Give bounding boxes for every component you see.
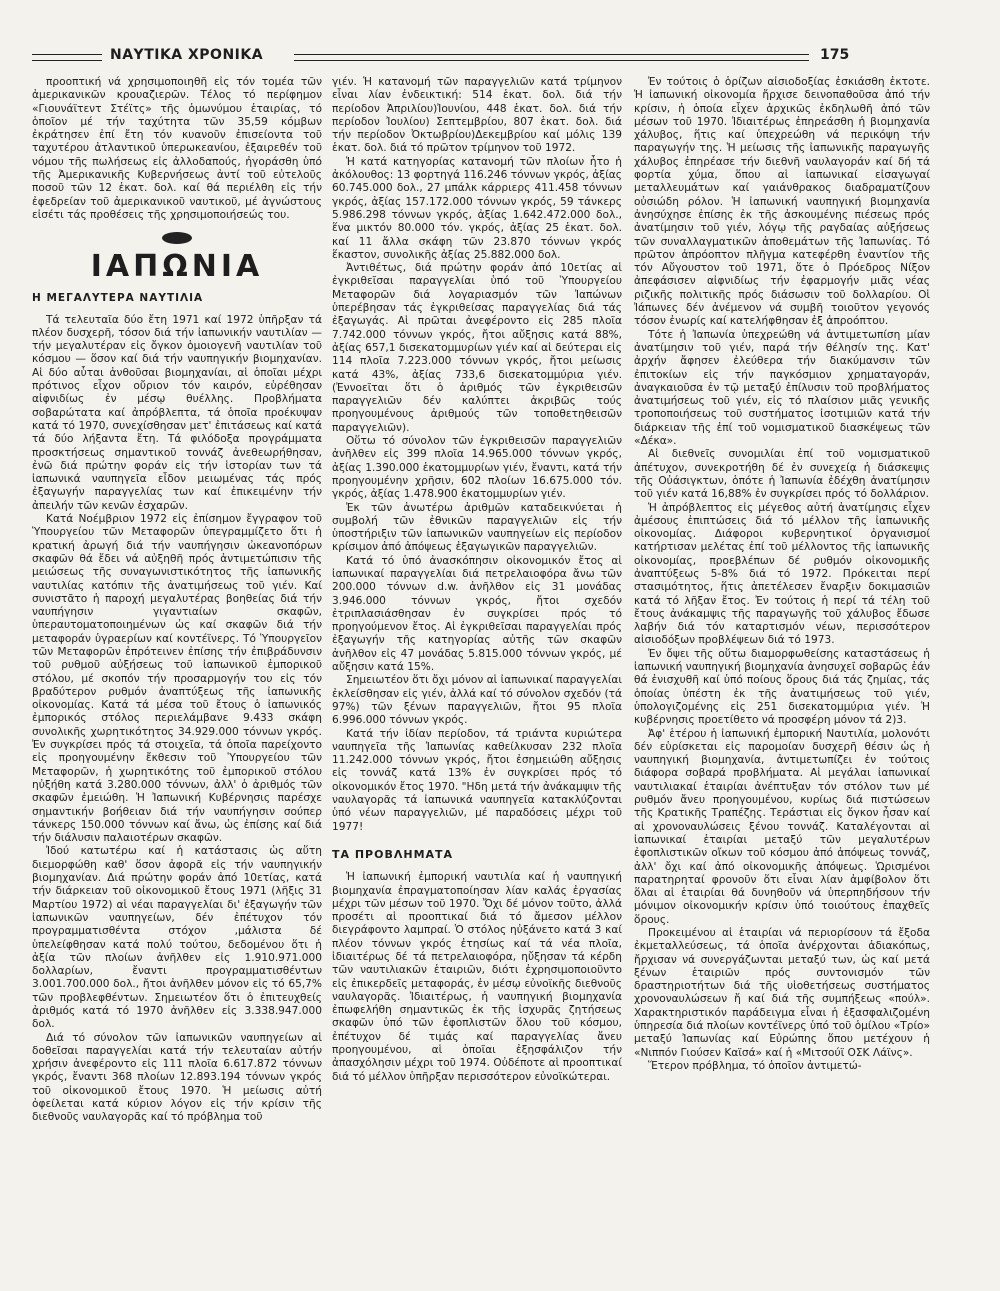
paragraph: Ἡ ἀπρόβλεπτος εἰς μέγεθος αὐτή ἀνατίμησις εἶχεν ἀμέσους ἐπιπτώσεις διά τό μέλλον τῆς ἰαπωνικῆς οἰκονομίας. Διάφοροι κυβερνητικοί ὀργανισμοί κατήρτισαν μελέτας ἐπί τοῦ μέλλοντος τῆς ἰαπωνικῆς οἰκονομίας, προεβλέπων δέ ρυθμόν οἰκονομικῆς ἀναπτύξεως 5-8% διά τό 1972. Πρόκειται περί στασιμότητος, ἥτις ἀπετέλεσεν ἔναρξιν δοκιμασιῶν κατά τό λῆξαν ἔτος. Ἐν τούτοις ἡ περί τά τέλη τοῦ ἔτους ἀνάκαμψις τῆς παραγωγῆς τοῦ χάλυβος ἔδωσε λαβήν διά τόν καταρτισμόν νέων, περισσότερον αἰσιοδόξων προβλέψεων διά τό 1973. xyxy=(634,501,930,647)
column-2 xyxy=(332,76,622,1286)
subheading: ΤΑ ΠΡΟΒΛΗΜΑΤΑ xyxy=(332,847,454,861)
paragraph: Ἡ ἰαπωνική ἐμπορική ναυτιλία καί ἡ ναυπηγική βιομηχανία ἐπραγματοποίησαν λίαν καλάς ἐργασίας μέχρι τῶν μέσων τοῦ 1970. Ὄχι δέ μόνον τοῦτο, ἀλλά προσέτι αἱ προοπτικαί διά τό ἄμεσον μέλλον διεγράφοντο λαμπραί. Ὁ στόλος ηὐξάνετο κατά 3 καί πλέον τόννων γκρός ἐτησίως καί τά νέα πλοῖα, ἰδιαιτέρως δέ τά πετρελαιοφόρα, ηὔξησαν τά κέρδη τῶν ναυτιλιακῶν ἑταιριῶν, διότι ἐχρησιμοποιοῦντο εἰς ἐπικερδεῖς μεταφοράς, ἐν μέσῳ εὐνοϊκῆς διεθνοῦς ναυλαγορᾶς. Ἰδιαιτέρως, ἡ ναυπηγική βιομηχανία ἐπωφελήθη σημαντικῶς ἐκ τῆς ἰσχυρᾶς ζητήσεως σκαφῶν ὑπό τῶν ἐφοπλιστῶν ὅλου τοῦ κόσμου, ἐπέτυχον δέ τιμάς καί παραγγελίας ἄνευ προηγουμένου, αἱ ὁποῖαι ἐξησφάλιζον τήν ἀπασχόλησιν μέχρι τοῦ 1974. Οὐδέποτε αἱ προοπτικαί διά τό μέλλον ὑπῆρξαν περισσότερον εὐνοϊκώτεραι. xyxy=(332,871,622,1083)
paragraph: Ἕτερον πρόβλημα, τό ὁποῖον ἀντιμετώ- xyxy=(648,1059,862,1072)
section-title: ΙΑΠΩΝΙΑ xyxy=(90,249,264,285)
paragraph: Προκειμένου αἱ ἑταιρίαι νά περιορίσουν τά ἔξοδα ἐκμεταλλεύσεως, τά ὁποῖα ἀνέρχονται ἀδιακόπως, ἤρχισαν νά συνεργάζωνται μεταξύ των, ὡς καί μετά ξένων ἑταιριῶν πρός συντονισμόν τῶν δραστηριοτήτων διά τῆς υἱοθετήσεως συστήματος χρονοναυλώσεων ἤ καί διά τῆς συμπήξεως «πούλ». Χαρακτηριστικόν παράδειγμα εἶναι ἡ ἐξασφαλιζομένη ὑπηρεσία διά πλοίων κοντέϊνερς ὑπό τοῦ ὁμίλου «Τρίο» μεταξύ Ἰαπωνίας καί Εὐρώπης ὅπου μετέχουν ἡ «Νιππόν Γιούσεν Καϊσά» καί ἡ «Μιτσούϊ ΟΣΚ Λάϊνς». xyxy=(634,927,930,1059)
paragraph: Κατά τήν ἰδίαν περίοδον, τά τριάντα κυριώτερα ναυπηγεῖα τῆς Ἰαπωνίας καθείλκυσαν 232 πλοῖα 11.242.000 τόννων γκρός, ἤτοι ἐσημειώθη αὔξησις εἰς τοννάζ κατά 13% ἐν συγκρίσει πρός τό οἰκονομικόν ἔτος 1970. "Ηδη μετά τήν ἀνάκαμψιν τῆς ναυλαγορᾶς τά ἰαπωνικά ναυπηγεῖα κατακλύζονται ὑπό νέων παραγγελιῶν, μέ παραδόσεις μέχρι τοῦ 1977! xyxy=(332,727,622,833)
paragraph: Ἀντιθέτως, διά πρώτην φοράν ἀπό 10ετίας αἱ ἐγκριθεῖσαι παραγγελίαι ὑπό τοῦ Ὑπουργείου Μεταφορῶν διά λογαριασμόν τῶν Ἰαπώνων ὑπερέβησαν τάς ἐγκριθείσας παραγγελίας διά τάς ἐξαγωγάς. Αἱ πρῶται ἀνεφέροντο εἰς 285 πλοῖα 7.742.000 τόννων γκρός, ἤτοι αὔξησις κατά 88%, ἀξίας 657,1 δισεκατομμυρίων γιέν καί αἱ δεύτεραι εἰς 114 πλοῖα 7.223.000 τόννων γκρός, ἤτοι μείωσις κατά 43%, ἀξίας 733,6 δισεκατομμύρια γιέν. (Ἐννοεῖται ὅτι ὁ ἀριθμός τῶν ἐγκριθεισῶν παραγγελιῶν δέν καλύπτει ἀκριβῶς τούς προηγουμένους ἀριθμούς τῶν τοποθετηθεισῶν παραγγελιῶν). xyxy=(332,262,622,434)
paragraph: Ἡ κατά κατηγορίας κατανομή τῶν πλοίων ἦτο ἡ ἀκόλουθος: 13 φορτηγά 116.246 τόννων γκρός, ἀξίας 60.745.000 δολ., 27 μπάλκ κάρριερς 411.458 τόννων γκρός, ἀξίας 157.172.000 τόννων γκρός, 59 τάνκερς 5.986.298 τόννων γκρός, ἀξίας 1.642.472.000 δολ., ἕνα μικτόν 80.000 τόν. γκρός, ἀξίας 25 ἑκατ. δολ. καί 11 ἄλλα σκάφη τῶν 23.870 τόννων γκρός ἕκαστον, συνολικῆς ἀξίας 25.882.000 δολ. xyxy=(332,155,622,261)
column-3 xyxy=(634,76,930,1286)
header-rule-left xyxy=(32,54,102,61)
journal-title: ΝΑΥΤΙΚΑ ΧΡΟΝΙΚΑ xyxy=(110,47,264,63)
header-rule-right xyxy=(294,54,809,61)
paragraph: Τά τελευταῖα δύο ἔτη 1971 καί 1972 ὑπῆρξαν τά πλέον δυσχερῆ, τόσον διά τήν ἰαπωνικήν ναυτιλίαν — τήν μεγαλυτέραν εἰς ὄγκον ὁμοιογενῆ ναυτιλίαν τοῦ κόσμου — ὅσον καί διά τήν ναυπηγικήν βιομηχανίαν. Αἱ δύο αὗται ἀνθοῦσαι βιομηχανίαι, αἱ ὁποῖαι μέχρι πρότινος εἶχον οὔριον τόν καιρόν, εὑρέθησαν αἰφνιδίως ἐν μέσῳ θυέλλης. Προβλήματα σοβαρώτατα καί ἀπρόβλεπτα, τά ὁποῖα προέκυψαν κατά τό 1970, συνεχίσθησαν μετ' ἐπιτάσεως καί κατά τά δύο λήξαντα ἔτη. Τά φιλόδοξα προγράμματα προσκτήσεως σημαντικοῦ τοννάζ ἀνεθεωρήθησαν, ἐνῶ διά πρώτην φοράν εἰς τήν ἱστορίαν των τά ἰαπωνικά ναυπηγεῖα εἶδον μειωμένας τάς πρός ἐξαγωγήν παραγγελίας των καί ἐπικειμένην τήν ἀπειλήν τῶν κενῶν ἐσχαρῶν. xyxy=(32,313,322,512)
paragraph: Αἱ διεθνεῖς συνομιλίαι ἐπί τοῦ νομισματικοῦ ἀπέτυχον, συνεκροτήθη δέ ἐν συνεχείᾳ ἡ διάσκεψις τῆς Οὐάσιγκτων, ὁπότε ἡ Ἰαπωνία ἐδέχθη ἀνατίμησιν τοῦ γιέν κατά 16,88% ἐν συγκρίσει πρός τό δολλάριον. xyxy=(634,448,930,501)
paragraph: Ἀφ' ἑτέρου ἡ ἰαπωνική ἐμπορική Ναυτιλία, μολονότι δέν εὑρίσκεται εἰς παρομοίαν δυσχερῆ θέσιν ὡς ἡ ναυπηγική βιομηχανία, ἀντιμετωπίζει ἐν τούτοις διάφορα σοβαρά προβλήματα. Αἱ μεγάλαι ἰαπωνικαί ναυτιλιακαί ἑταιρίαι ἀνέπτυξαν τόν στόλον των μέ ρυθμόν ἄνευ προηγουμένου, κυρίως διά πιστώσεων τῆς Κρατικῆς Τραπέζης. Τεράστιαι εἰς ὄγκον ἦσαν καί αἱ χρονοναυλώσεις ξένου τοννάζ. Καταλέγονται αἱ ἰαπωνικαί ἑταιρίαι μεταξύ τῶν μεγαλυτέρων ἐφοπλιστικῶν οἴκων τοῦ κόσμου ἀπό ἀπόψεως τοννάζ, ἀλλ' ὄχι καί ἀπό οἰκονομικῆς ἀπόψεως. Ὡρισμένοι παρατηρηταί φρονοῦν ὅτι εἶναι λίαν ἀμφίβολον ὅτι ὅλαι αἱ ἑταιρίαι θά δυνηθοῦν νά ὑπερπηδήσουν τήν μόνιμον οἰκονομικήν κρίσιν ὑπό τοιούτους ἐπαχθεῖς ὅρους. xyxy=(634,727,930,926)
running-header xyxy=(32,46,984,68)
paragraph: Κατά τό ὑπό ἀνασκόπησιν οἰκονομικόν ἔτος αἱ ἰαπωνικαί παραγγελίαι διά πετρελαιοφόρα ἄνω τῶν 200.000 τόννων d.w. ἀνῆλθον εἰς 31 μονάδας 3.946.000 τόννων γκρός, ἤτοι σχεδόν ἐτριπλασιάσθησαν ἐν συγκρίσει πρός τό προηγούμενον ἔτος. Αἱ ἐγκριθεῖσαι παραγγελίαι πρός ἐξαγωγήν τῆς κατηγορίας αὐτῆς τῶν σκαφῶν ἀνῆλθον εἰς 47 μονάδας 5.815.000 τόννων γκρός, μέ αὔξησιν κατά 15%. xyxy=(332,554,622,674)
column-1 xyxy=(32,76,322,1286)
paragraph: Ἐν ὄψει τῆς οὕτω διαμορφωθείσης καταστάσεως ἡ ἰαπωνική ναυπηγική βιομηχανία ἀνησυχεῖ σοβαρῶς ἐάν θά ἐνισχυθῆ καί ὑπό ποίους ὅρους διά τάς ζημίας, τάς ὁποίας ὑπέστη ἐκ τῆς ἀνατιμήσεως τοῦ γιέν, ὑπολογιζομένης εἰς 251 δισεκατομμύρια γιέν. Ἡ κυβέρνησις προετίθετο νά προσφέρη μόνον τά 2)3. xyxy=(634,647,930,727)
paragraph: Διά τό σύνολον τῶν ἰαπωνικῶν ναυπηγείων αἱ δοθεῖσαι παραγγελίαι κατά τήν τελευταίαν αὐτήν χρήσιν ἀνεφέροντο εἰς 111 πλοῖα 6.617.872 τόννων γκρός, ἔναντι 368 πλοίων 12.893.194 τόννων γκρός τοῦ οἰκονομικοῦ ἔτους 1970. Ἡ μείωσις αὐτή ὀφείλεται κατά κύριον λόγον εἰς τήν κρίσιν τῆς διεθνοῦς ναυλαγορᾶς καί τό πρόβλημα τοῦ xyxy=(32,1031,322,1124)
paragraph: Κατά Νοέμβριον 1972 εἰς ἐπίσημον ἔγγραφον τοῦ Ὑπουργείου τῶν Μεταφορῶν ὑπεγραμμίζετο ὅτι ἡ κρατική ἀρωγή διά τήν ναυπήγησιν ὠκεανοπόρων σκαφῶν θά ἔδει νά αὐξηθῆ πρός ἀντιμετώπισιν τῆς μειώσεως τῆς συναγωνιστικότητος τῆς ἰαπωνικῆς ναυτιλίας κατόπιν τῆς ἀνατιμήσεως τοῦ γιέν. Καί συνιστᾶτο ἡ παροχή μεγαλυτέρας βοηθείας διά τήν ναυπήγησιν γιγαντιαίων σκαφῶν, ὑπεραυτοματοποιημένων ὡς καί σκαφῶν διά τήν μεταφοράν ὑγραερίων καί κοντέϊνερς. Τό Ὑπουργεῖον τῶν Μεταφορῶν ἐπρότεινεν ἐπίσης τήν ἐπιβράδυνσιν τοῦ ρυθμοῦ αὐξήσεως τοῦ ἰαπωνικοῦ ἐμπορικοῦ στόλου, μέ σκοπόν τήν προσαρμογήν του εἰς τόν βραδύτερον ρυθμόν ἀναπτύξεως τῆς ἰαπωνικῆς οἰκονομίας. Κατά τά μέσα τοῦ ἔτους ὁ ἰαπωνικός ἐμπορικός στόλος περιελάμβανε 9.433 σκάφη συνολικῆς χωρητικότητος 34.929.000 τόννων γκρός. Ἐν συγκρίσει πρός τά στοιχεῖα, τά ὁποῖα παρείχοντο εἰς προηγουμένην ἔκθεσιν τοῦ Ὑπουργείου τῶν Μεταφορῶν, ἡ χωρητικότης τοῦ ἐμπορικοῦ στόλου ηὐξήθη κατά 3.280.000 τόννων, ἀλλ' ὁ ἀριθμός τῶν σκαφῶν ἐμειώθη. Ἡ Ἰαπωνική Κυβέρνησις παρέσχε σημαντικήν βοήθειαν διά τήν ναυπήγησιν σούπερ τάνκερς 150.000 τόννων καί ἄνω, ὡς ἐπίσης καί διά τήν διάλυσιν παλαιοτέρων σκαφῶν. xyxy=(32,513,322,845)
paragraph: Ἰδού κατωτέρω καί ἡ κατάστασις ὡς αὕτη διεμορφώθη καθ' ὅσον ἀφορᾶ εἰς τήν ναυπηγικήν βιομηχανίαν. Διά πρώτην φοράν ἀπό 10ετίας, κατά τήν διάρκειαν τοῦ οἰκονομικοῦ ἔτους 1971 (λῆξις 31 Μαρτίου 1972) αἱ νέαι παραγγελίαι δι' ἐξαγωγήν τῶν ἰαπωνικῶν ναυπηγείων, δέν ἐπέτυχον τόν προγραμματισθέντα στόχον ,μάλιστα δέ ὑπελείφθησαν κατά πολύ τούτου, δεδομένου ὅτι ἡ ἀξία τῶν πλοίων ἀνῆλθεν εἰς 1.910.971.000 δολλαρίων, ἔναντι προγραμματισθέντων 3.001.700.000 δολ., ἤτοι ἀνῆλθεν μόνον εἰς τό 65,7% τῶν προβλεφθέντων. Σημειωτέον ὅτι ὁ ἐπιτευχθείς ἀριθμός κατά τό 1970 ἀνῆλθεν εἰς 3.338.947.000 δολ. xyxy=(32,845,322,1031)
paragraph: Τότε ἡ Ἰαπωνία ὑπεχρεώθη νά ἀντιμετωπίση μίαν ἀνατίμησιν τοῦ γιέν, παρά τήν θέλησίν της. Κατ' ἀρχήν ἄφησεν ἐλεύθερα τήν διακύμανσιν τῶν ἐπιτοκίων εἰς τήν παγκόσμιον χρηματαγοράν, ἀναγκαιοῦσα ἐν τῷ μεταξύ ἐπίλυσιν τοῦ προβλήματος ἀνατιμήσεως τοῦ γιέν, εἰς τό πλαίσιον μιᾶς γενικῆς τροποποιήσεως τοῦ συστήματος ἰσοτιμιῶν κατά τήν διάρκειαν τῆς ἐπί τοῦ νομισματικοῦ διασκέψεως τῶν «Δέκα». xyxy=(634,328,930,448)
paragraph: Ἐκ τῶν ἀνωτέρω ἀριθμῶν καταδεικνύεται ἡ συμβολή τῶν ἐθνικῶν παραγγελιῶν εἰς τήν ὑποστήριξιν τῶν ἰαπωνικῶν ναυπηγείων εἰς περίοδον κρίσιμον ἀπό ἀπόψεως ἐξαγωγικῶν παραγγελιῶν. xyxy=(332,501,622,554)
paragraph: γιέν. Ἡ κατανομή τῶν παραγγελιῶν κατά τρίμηνον εἶναι λίαν ἐνδεικτική: 514 ἑκατ. δολ. διά τήν περίοδον Ἀπριλίου)Ἰουνίου, 448 ἑκατ. δολ. διά τήν περίοδον Ἰουλίου) Σεπτεμβρίου, 807 ἑκατ. δολ. διά τήν περίοδον Ὀκτωβρίου)Δεκεμβρίου καί μόλις 139 ἑκατ. δολ. διά τό πρῶτον τρίμηνον τοῦ 1972. xyxy=(332,76,622,155)
paragraph: Ἐν τούτοις ὁ ὁρίζων αἰσιοδοξίας ἐσκιάσθη ἐκτοτε. Ἡ ἰαπωνική οἰκονομία ἤρχισε δεινοπαθοῦσα ἀπό τήν κρίσιν, ἡ ὁποία εἶχεν ἀρχικῶς ἐκδηλωθῆ ἀπό τῶν μέσων τοῦ 1970. Ἰδιαιτέρως ἐπηρεάσθη ἡ βιομηχανία χάλυβος, ἥτις καί ὑπεχρεώθη νά περικόψη τήν παραγωγήν της. Ἡ μείωσις τῆς ἰαπωνικῆς παραγωγῆς χάλυβος ἐπηρέασε τήν διεθνῆ ναυλαγοράν καί δή τά φορτία χύμα, ὅπου αἱ ἰαπωνικαί εἰσαγωγαί μεταλλευμάτων καί γαιάνθρακος διαδραματίζουν οὐσιώδη ρόλον. Ἡ ἰαπωνική ναυπηγική βιομηχανία ἀνησύχησε ἐπίσης ἐκ τῆς ἀσκουμένης πιέσεως πρός ἀνατίμησιν τοῦ γιέν, λόγῳ τῆς ραγδαίας αὐξήσεως τῶν συναλλαγματικῶν ἀποθεμάτων τῆς Ἰαπωνίας. Τό πρῶτον ἀπρόοπτον πλῆγμα κατεφέρθη ἐναντίον τῆς τόν Αὔγουστον τοῦ 1971, ὅτε ὁ Πρόεδρος Νίξον ἀπεφάσισεν αἰφνιδίως τήν ἐφαρμογήν μιᾶς νέας ριζικῆς πολιτικῆς πρός διάσωσιν τοῦ δολλαρίου. Οἱ Ἰάπωνες δέν ἀνέμενον νά συμβῆ τοιοῦτον γεγονός τόσον ἐνωρίς καί κατελήφθησαν ἐξ ἀπροόπτου. xyxy=(634,76,930,328)
subheading: Η ΜΕΓΑΛΥΤΕΡΑ ΝΑΥΤΙΛΙΑ xyxy=(32,292,204,305)
paragraph: Σημειωτέον ὅτι ὄχι μόνον αἱ ἰαπωνικαί παραγγελίαι ἐκλείσθησαν εἰς γιέν, ἀλλά καί τό σύνολον σχεδόν (τά 97%) τῶν ξένων παραγγελιῶν, ἤτοι 95 πλοῖα 6.996.000 τόννων γκρός. xyxy=(332,674,622,727)
page-number: 175 xyxy=(820,47,850,63)
paragraph: προοπτική νά χρησιμοποιηθῆ εἰς τόν τομέα τῶν ἀμερικανικῶν κρουαζιερῶν. Τέλος τό περίφημον «Γιουνάϊτεντ Στέϊτς» τῆς ὁμωνύμου ἑταιρίας, τό ὁποῖον μέ τήν ταχύτητα τῶν 35,59 κόμβων ἐκράτησεν ἐπί ἔτη τόν κυανοῦν ἐπισείοντα τοῦ ταχυτέρου ἀτλαντικοῦ ὑπερωκεανίου, ἐξαιρεθέν τοῦ νόμου τῆς πωλήσεως εἰς ἀλλοδαπούς, ἠγοράσθη ὑπό τῆς Ἀμερικανικῆς Κυβερνήσεως ἀντί τοῦ εὐτελοῦς ποσοῦ τῶν 12 ἑκατ. δολ. καί θά περιέλθη εἰς τήν ἐφεδρείαν τοῦ ἀμερικανικοῦ ναυτικοῦ, μέ ἀγνώστους εἰσέτι τάς προθέσεις τῆς χρησιμοποιήσεώς του. xyxy=(32,76,322,221)
paragraph: Οὕτω τό σύνολον τῶν ἐγκριθεισῶν παραγγελιῶν ἀνῆλθεν εἰς 399 πλοῖα 14.965.000 τόννων γκρός, ἀξίας 1.390.000 ἑκατομμυρίων γιέν, ἔναντι, κατά τήν προηγουμένην χρῆσιν, 602 πλοίων 16.675.000 τόν. γκρός, ἀξίας 1.478.900 ἑκατομμυρίων γιέν. xyxy=(332,435,622,501)
ornament-dingbat xyxy=(162,232,192,244)
